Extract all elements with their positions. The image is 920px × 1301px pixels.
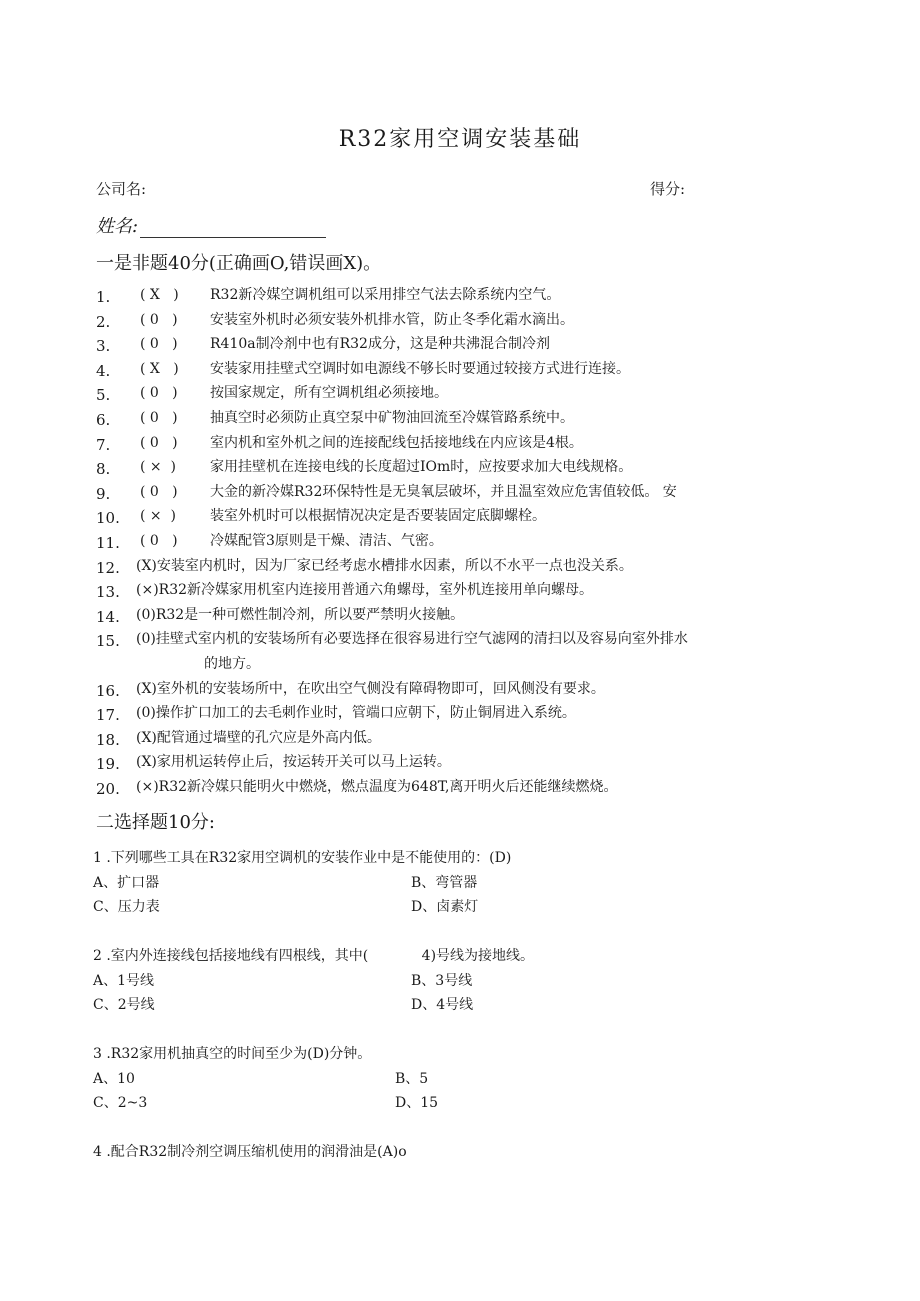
answer-mark: ( X ) [140, 287, 179, 303]
tf-item [96, 283, 826, 308]
statement-text: (X)家用机运转停止后，按运转开关可以马上运转。 [136, 754, 451, 771]
tf-item [96, 750, 826, 775]
tf-item [96, 381, 826, 406]
tf-item [96, 504, 826, 529]
option-row [93, 1091, 833, 1115]
statement-text: 家用挂壁机在连接电线的长度超过IOm时，应按要求加大电线规格。 [210, 459, 633, 476]
statement-text: 大金的新冷媒R32环保特性是无臭氧层破坏，并且温室效应危害值较低。 安 [210, 483, 677, 500]
page-title: R32家用空调安装基础 [338, 127, 582, 152]
statement-text: (0)R32是一种可燃性制冷剂，所以要严禁明火接触。 [136, 606, 465, 623]
option-row [93, 1067, 833, 1091]
item-number: 13. [96, 583, 120, 602]
section-2-heading: 二选择题10分: [96, 812, 215, 833]
item-number: 19. [96, 755, 120, 774]
option-row [93, 895, 833, 919]
question-2 [93, 944, 833, 1017]
item-number: 5. [96, 386, 111, 405]
statement-text: (X)室外机的安装场所中，在吹出空气侧没有障碍物即可，回风侧没有要求。 [136, 680, 605, 697]
option-a: A、10 [93, 1071, 135, 1087]
option-c: C、2号线 [93, 997, 155, 1013]
question-3 [93, 1042, 833, 1115]
statement-text: (0)操作扩口加工的去毛刺作业时，管端口应朝下，防止铜屑进入系统。 [136, 705, 576, 722]
tf-item [96, 701, 826, 726]
statement-text: 抽真空时必须防止真空泵中矿物油回流至冷媒管路系统中。 [210, 409, 574, 426]
tf-item [96, 480, 826, 505]
true-false-list [96, 283, 826, 799]
name-label: 姓名: [96, 216, 139, 237]
answer-mark: ( 0 ) [140, 409, 178, 426]
option-row [93, 993, 833, 1017]
item-number: 10. [96, 509, 120, 528]
option-b: B、5 [395, 1071, 429, 1087]
tf-item [96, 431, 826, 456]
score-label: 得分: [650, 180, 686, 198]
statement-text: (0)挂壁式室内机的安装场所有必要选择在很容易进行空气滤网的清扫以及容易向室外排水 [136, 631, 688, 648]
tf-item [96, 357, 826, 382]
name-row [96, 212, 326, 238]
tf-item [96, 554, 826, 579]
item-number: 16. [96, 681, 120, 700]
item-number: 2. [96, 312, 111, 331]
question-text: 4 .配合R32制冷剂空调压缩机使用的润滑油是(A)o [93, 1144, 407, 1160]
statement-text: (×)R32新冷媒家用机室内连接用普通六角螺母，室外机连接用单向螺母。 [136, 582, 594, 599]
item-number: 3. [96, 337, 111, 356]
section-1-heading: 一是非题40分(正确画O,错误画X)。 [96, 253, 382, 274]
option-d: D、4号线 [411, 997, 474, 1013]
option-c: C、2~3 [93, 1095, 148, 1111]
tf-item [96, 775, 826, 800]
option-d: D、卤素灯 [411, 899, 479, 915]
item-number: 6. [96, 410, 111, 429]
question-text: 3 .R32家用机抽真空的时间至少为(D)分钟。 [93, 1046, 372, 1062]
item-number: 1. [96, 288, 111, 306]
option-a: A、1号线 [93, 973, 155, 989]
option-b: B、3号线 [411, 973, 473, 989]
item-number: 15. [96, 632, 120, 651]
tf-item [96, 603, 826, 628]
item-number: 9. [96, 484, 111, 503]
item-number: 4. [96, 361, 111, 380]
tf-item [96, 627, 826, 652]
question-text: 1 .下列哪些工具在R32家用空调机的安装作业中是不能使用的：(D) [93, 850, 512, 866]
answer-mark: ( 0 ) [140, 483, 178, 500]
item-number: 12. [96, 558, 120, 577]
statement-text: (X)安装室内机时，因为厂家已经考虑水槽排水因素，所以不水平一点也没关系。 [136, 557, 633, 574]
question-4 [93, 1140, 833, 1165]
item-number: 7. [96, 435, 111, 454]
statement-text: 冷媒配管3原则是干燥、清洁、气密。 [210, 532, 443, 549]
statement-text: 安装室外机时必须安装外机排水管，防止冬季化霜水滴出。 [210, 311, 574, 328]
answer-mark: ( 0 ) [140, 311, 178, 328]
answer-mark: ( 0 ) [140, 385, 178, 402]
answer-mark: ( 0 ) [140, 532, 178, 549]
tf-item [96, 652, 826, 677]
tf-item [96, 308, 826, 333]
tf-item [96, 455, 826, 480]
tf-item [96, 726, 826, 751]
item-number: 8. [96, 460, 111, 479]
statement-text: 按国家规定，所有空调机组必须接地。 [210, 385, 448, 402]
statement-text: (×)R32新冷媒只能明火中燃烧，燃点温度为648T,离开明火后还能继续燃烧。 [136, 778, 618, 795]
item-number: 18. [96, 730, 120, 749]
statement-text: (X)配管通过墙壁的孔穴应是外高内低。 [136, 729, 381, 746]
tf-item [96, 677, 826, 702]
option-a: A、扩口器 [93, 875, 160, 891]
tf-item [96, 332, 826, 357]
tf-item [96, 529, 826, 554]
statement-text: 室内机和室外机之间的连接配线包括接地线在内应该是4根。 [210, 434, 583, 451]
item-number: 20. [96, 779, 120, 798]
statement-text: 装室外机时可以根据情况决定是否要装固定底脚螺栓。 [210, 508, 546, 525]
item-number: 17. [96, 706, 120, 725]
question-1 [93, 846, 833, 919]
company-name-label: 公司名: [96, 180, 147, 198]
tf-item [96, 578, 826, 603]
answer-mark: ( 0 ) [140, 434, 178, 451]
answer-mark: ( × ) [140, 508, 177, 525]
statement-continuation: 的地方。 [204, 655, 260, 672]
answer-mark: ( × ) [140, 459, 177, 476]
answer-mark: ( X ) [140, 360, 179, 377]
option-d: D、15 [395, 1095, 439, 1111]
tf-item [96, 406, 826, 431]
statement-text: 安装家用挂壁式空调时如电源线不够长时要通过较接方式进行连接。 [210, 360, 630, 377]
statement-text: R410a制冷剂中也有R32成分，这是种共沸混合制冷剂 [210, 336, 550, 353]
name-blank-line [140, 219, 326, 238]
item-number: 11. [96, 533, 120, 552]
option-row [93, 871, 833, 895]
answer-mark: ( 0 ) [140, 336, 178, 353]
statement-text: R32新冷媒空调机组可以采用排空气法去除系统内空气。 [210, 287, 561, 303]
question-text: 2 .室内外连接线包括接地线有四根线，其中( 4)号线为接地线。 [93, 948, 535, 964]
item-number: 14. [96, 607, 120, 626]
option-row [93, 969, 833, 993]
option-b: B、弯管器 [411, 875, 478, 891]
option-c: C、压力表 [93, 899, 160, 915]
